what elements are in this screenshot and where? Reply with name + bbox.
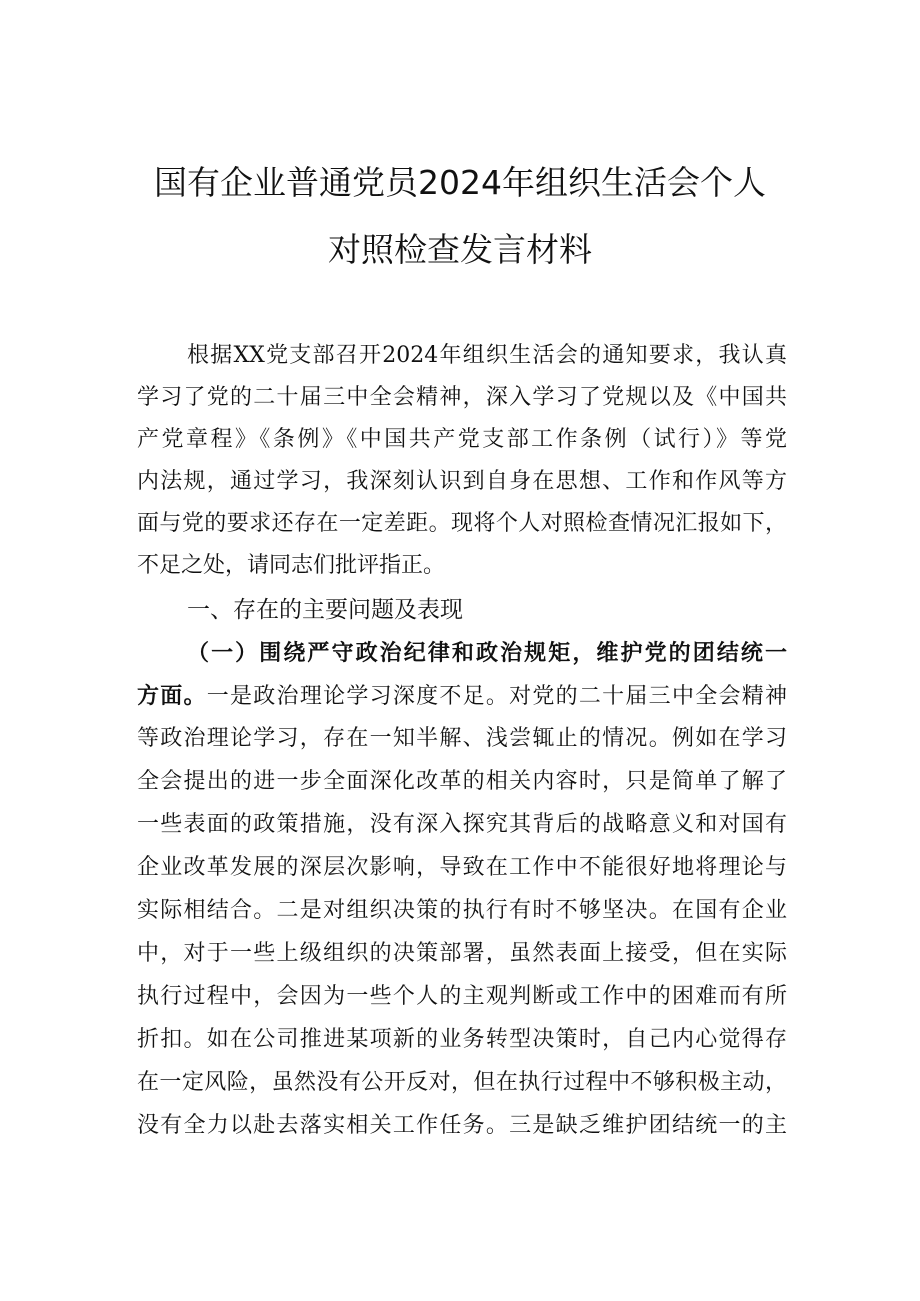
intro-line-1: 根据XX党支部召开2024年组织生活会的通知要求，我认真 xyxy=(187,343,787,368)
intro-line-4: 内法规，通过学习，我深刻认识到自身在思想、工作和作风等方 xyxy=(137,469,787,494)
document-title-line-1: 国有企业普通党员2024年组织生活会个人 xyxy=(154,163,766,202)
subsection-1-body-line-11: 没有全力以赴去落实相关工作任务。三是缺乏维护团结统一的主 xyxy=(137,1113,787,1138)
intro-line-3: 产党章程》《条例》《中国共产党支部工作条例（试行）》等党 xyxy=(137,427,787,452)
subsection-1-body-line-1 xyxy=(137,676,787,716)
subsection-1-body-line-8: 执行过程中，会因为一些个人的主观判断或工作中的困难而有所 xyxy=(137,984,787,1009)
subsection-1-heading-end: 方面。 xyxy=(137,683,207,709)
section-1-heading: 一、存在的主要问题及表现 xyxy=(187,597,463,623)
document-title-line-2: 对照检查发言材料 xyxy=(328,230,592,269)
subsection-1-body-line-6: 实际相结合。二是对组织决策的执行有时不够坚决。在国有企业 xyxy=(137,898,787,923)
intro-line-5: 面与党的要求还存在一定差距。现将个人对照检查情况汇报如下， xyxy=(137,511,787,536)
intro-line-6: 不足之处，请同志们批评指正。 xyxy=(137,553,446,578)
subsection-1-body-start: 一是政治理论学习深度不足。对党的二十届三中全会精神 xyxy=(206,684,787,709)
subsection-1-body-line-7: 中，对于一些上级组织的决策部署，虽然表面上接受，但在实际 xyxy=(137,941,787,966)
subsection-1-body-line-2: 等政治理论学习，存在一知半解、浅尝辄止的情况。例如在学习 xyxy=(137,726,787,751)
subsection-1-body-line-4: 一些表面的政策措施，没有深入探究其背后的战略意义和对国有 xyxy=(137,812,787,837)
intro-line-2: 学习了党的二十届三中全会精神，深入学习了党规以及《中国共 xyxy=(137,385,787,410)
subsection-1-body-line-5: 企业改革发展的深层次影响，导致在工作中不能很好地将理论与 xyxy=(137,855,787,880)
subsection-1-body-line-9: 折扣。如在公司推进某项新的业务转型决策时，自己内心觉得存 xyxy=(137,1027,787,1052)
subsection-1-heading: （一）围绕严守政治纪律和政治规矩，维护党的团结统一 xyxy=(187,640,787,666)
subsection-1-body-line-10: 在一定风险，虽然没有公开反对，但在执行过程中不够积极主动， xyxy=(137,1070,787,1095)
subsection-1-body-line-3: 全会提出的进一步全面深化改革的相关内容时，只是简单了解了 xyxy=(137,769,787,794)
